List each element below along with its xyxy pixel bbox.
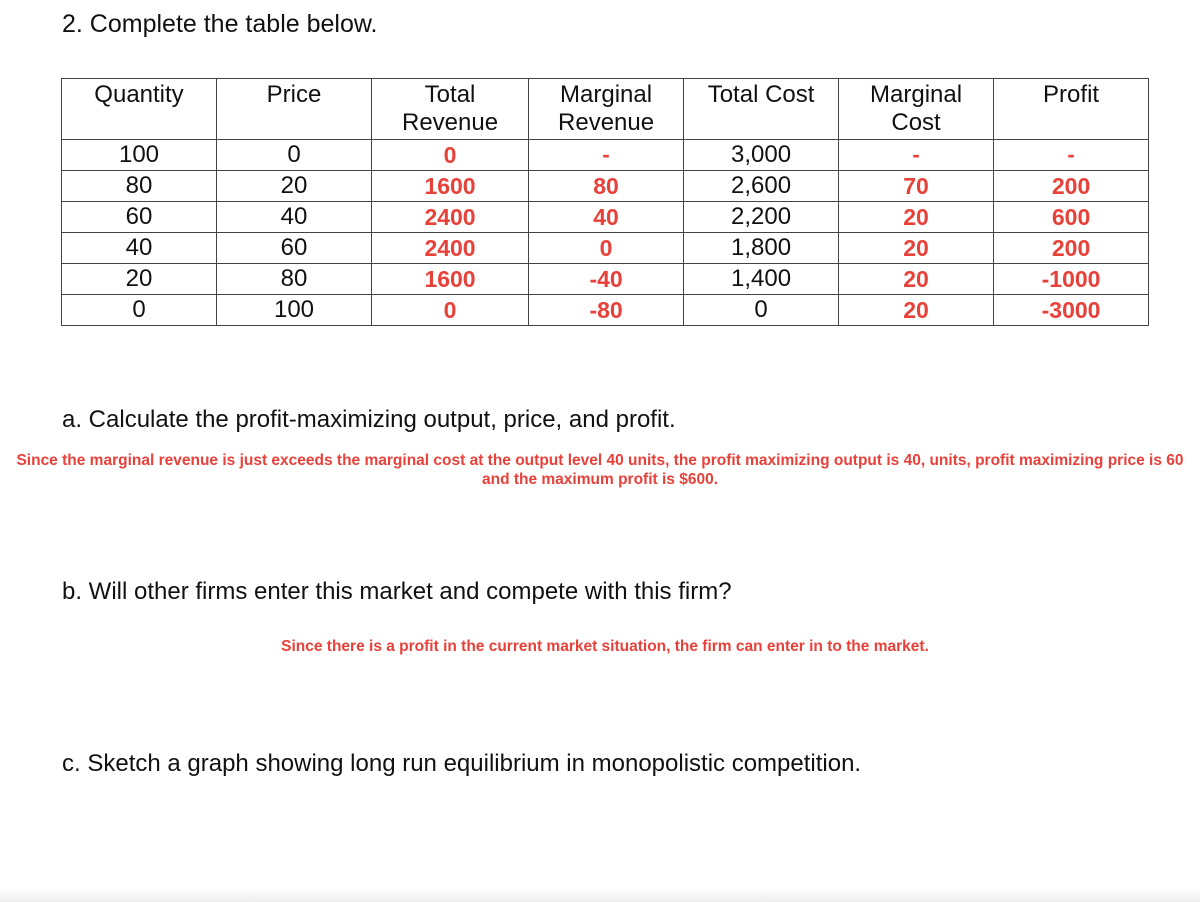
cell-quantity: 100 [62,140,217,171]
header-price: Price [217,79,372,140]
header-total-cost: Total Cost [684,79,839,140]
cell-marginal-cost: 20 [839,264,994,295]
cell-marginal-revenue: - [529,140,684,171]
answer-a: Since the marginal revenue is just exceeds the marginal cost at the output level 40 units, the profit maximizing output is 40, units, profit maximizing price is 60 and the maximum profit is $600. [16,452,1184,488]
table-row [62,264,1149,295]
cell-price: 0 [217,140,372,171]
cell-total-cost: 2,600 [684,171,839,202]
cell-total-revenue: 0 [372,295,529,326]
cell-quantity: 0 [62,295,217,326]
cell-total-revenue: 0 [372,140,529,171]
cell-quantity: 20 [62,264,217,295]
cell-total-revenue: 1600 [372,171,529,202]
question-b: b. Will other firms enter this market and compete with this firm? [62,578,732,605]
table-row [62,202,1149,233]
header-profit: Profit [994,79,1149,140]
question-a: a. Calculate the profit-maximizing output, price, and profit. [62,406,676,433]
table-row [62,171,1149,202]
table-row [62,233,1149,264]
header-total-revenue: Total Revenue [372,79,529,140]
question-c: c. Sketch a graph showing long run equilibrium in monopolistic competition. [62,750,862,777]
cell-total-revenue: 1600 [372,264,529,295]
table-header-row [62,79,1149,140]
economics-table [61,78,1149,326]
header-quantity: Quantity [62,79,217,140]
cell-profit: -3000 [994,295,1149,326]
cell-marginal-revenue: 0 [529,233,684,264]
cell-marginal-revenue: 80 [529,171,684,202]
cell-quantity: 40 [62,233,217,264]
header-marginal-revenue: Marginal Revenue [529,79,684,140]
cell-profit: -1000 [994,264,1149,295]
cell-profit: 200 [994,171,1149,202]
cell-price: 60 [217,233,372,264]
cell-total-revenue: 2400 [372,233,529,264]
cell-marginal-cost: 70 [839,171,994,202]
cell-total-cost: 1,800 [684,233,839,264]
cell-total-cost: 3,000 [684,140,839,171]
cell-profit: 200 [994,233,1149,264]
header-marginal-cost: Marginal Cost [839,79,994,140]
cell-price: 100 [217,295,372,326]
cell-profit: - [994,140,1149,171]
cell-marginal-cost: 20 [839,202,994,233]
cell-marginal-revenue: -80 [529,295,684,326]
cell-profit: 600 [994,202,1149,233]
cell-total-revenue: 2400 [372,202,529,233]
cell-quantity: 80 [62,171,217,202]
bottom-edge-shadow [0,888,1200,902]
cell-price: 20 [217,171,372,202]
cell-total-cost: 1,400 [684,264,839,295]
table-row [62,295,1149,326]
cell-price: 40 [217,202,372,233]
table-row [62,140,1149,171]
page-heading: 2. Complete the table below. [62,10,378,38]
cell-marginal-cost: 20 [839,233,994,264]
cell-marginal-cost: - [839,140,994,171]
cell-quantity: 60 [62,202,217,233]
cell-total-cost: 2,200 [684,202,839,233]
cell-marginal-revenue: 40 [529,202,684,233]
answer-b: Since there is a profit in the current market situation, the firm can enter in to the market. [281,638,929,655]
cell-total-cost: 0 [684,295,839,326]
cell-marginal-revenue: -40 [529,264,684,295]
cell-price: 80 [217,264,372,295]
cell-marginal-cost: 20 [839,295,994,326]
